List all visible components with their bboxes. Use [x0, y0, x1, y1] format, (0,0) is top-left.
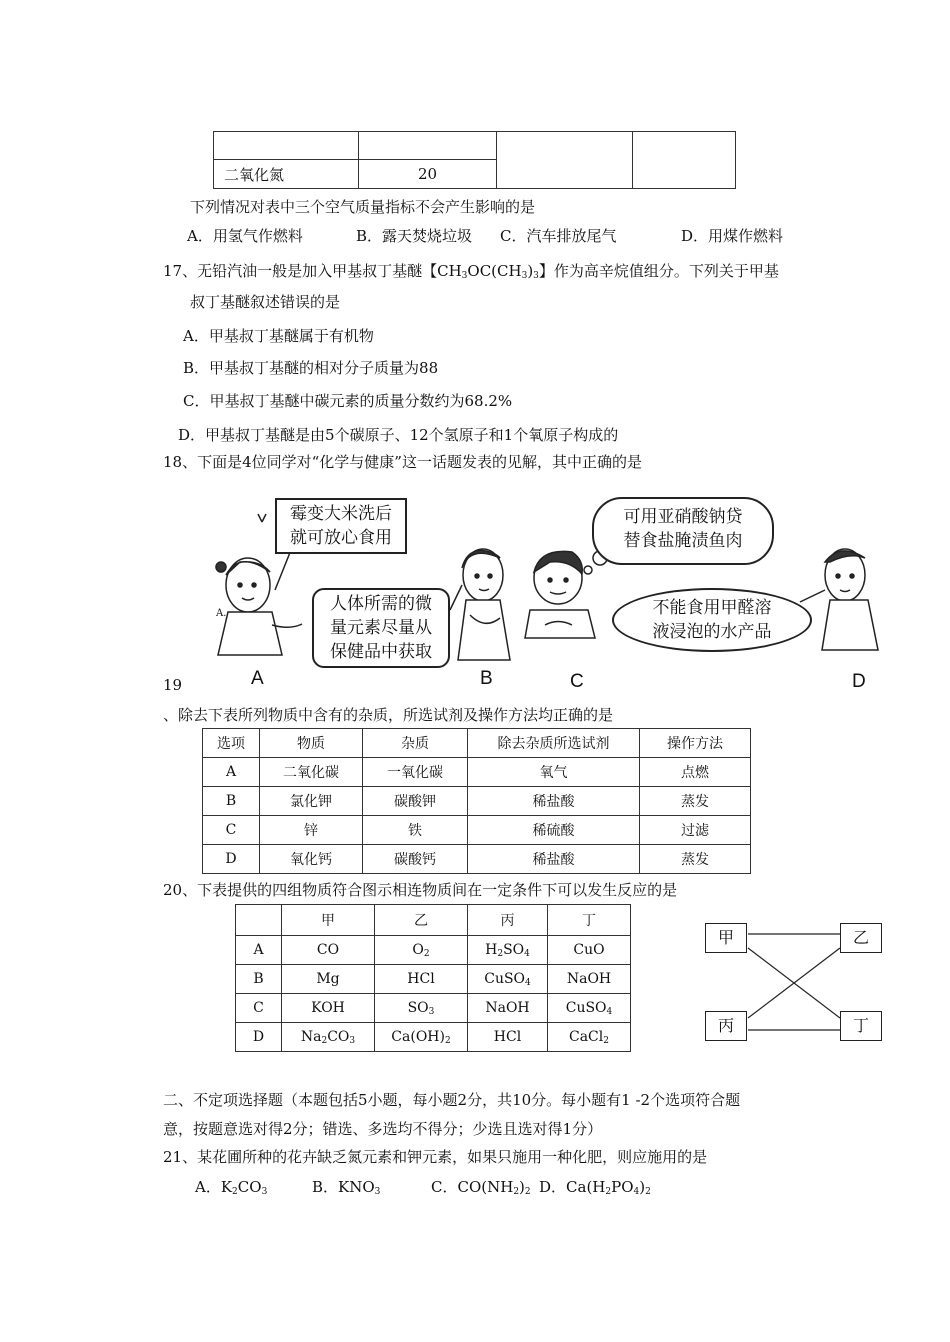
table-row: C 锌 铁 稀硫酸 过滤: [203, 816, 751, 845]
top-table-label: 二氧化氮: [214, 160, 359, 189]
q17-option-c: C．甲基叔丁基醚中碳元素的质量分数约为68.2%: [183, 392, 513, 410]
q21-option-c: C．$CO(NH_2)_2$: [431, 1178, 531, 1197]
q19-number: 19: [163, 676, 183, 694]
diagram-bing: 丙: [705, 1011, 747, 1041]
label-a: A: [251, 668, 264, 689]
q16-option-a: A．用氢气作燃料: [187, 227, 303, 245]
top-table-value: 20: [359, 160, 497, 189]
bubble-b: 人体所需的微 量元素尽量从 保健品中获取: [312, 588, 450, 668]
section2-line1: 二、不定项选择题（本题包括5小题，每小题2分，共10分。每小题有1 -2个选项符合题: [163, 1091, 741, 1109]
diagram-ding: 丁: [840, 1011, 882, 1041]
label-b: B: [480, 668, 493, 689]
q16-stem: 下列情况对表中三个空气质量指标不会产生影响的是: [190, 198, 536, 216]
top-table: [213, 131, 736, 189]
q21-option-b: B．$KNO_3$: [312, 1178, 381, 1197]
student-c-figure: [525, 551, 595, 638]
q21-option-a: A．$K_2CO_3$: [195, 1178, 268, 1197]
q17-option-d: D．甲基叔丁基醚是由5个碳原子、12个氢原子和1个氧原子构成的: [178, 426, 619, 444]
table-row: A CO $O_2$ $H_2SO_4$ CuO: [236, 936, 631, 965]
bubble-c: 可用亚硝酸钠贷 替食盐腌渍鱼肉: [592, 497, 774, 565]
small-a-label: A.: [216, 608, 227, 619]
q20-table: 甲 乙 丙 丁 A CO $O_2$ $H_2SO_4$ CuO B Mg HCl CuSO$_4$ NaOH C KOH $SO_3$ NaOH CuSO$_4$ D $Na_2CO_3$ $Ca(OH)_2$ HCl CaCl$_2$: [235, 904, 631, 1052]
label-d: D: [852, 671, 866, 692]
q19-stem: 、除去下表所列物质中含有的杂质，所选试剂及操作方法均正确的是: [163, 706, 614, 724]
q21-stem: 21、某花圃所种的花卉缺乏氮元素和钾元素，如果只施用一种化肥，则应施用的是: [163, 1148, 708, 1166]
q19-table: 选项 物质 杂质 除去杂质所选试剂 操作方法 A 二氧化碳 一氧化碳 氧气 点燃 B 氯化钾 碳酸钾 稀盐酸 蒸发 C 锌 铁 稀硫酸 过滤 D 氧化钙 碳酸钙 稀盐酸 蒸发: [202, 728, 751, 874]
table-row: A 二氧化碳 一氧化碳 氧气 点燃: [203, 758, 751, 787]
bubble-d: 不能食用甲醛溶 液浸泡的水产品: [612, 588, 812, 652]
table-row: D $Na_2CO_3$ $Ca(OH)_2$ HCl CaCl$_2$: [236, 1023, 631, 1052]
q17-option-a: A．甲基叔丁基醚属于有机物: [183, 327, 374, 345]
bubble-a: 霉变大米洗后 就可放心食用: [275, 498, 407, 554]
q17-stem-line2: 叔丁基醚叙述错误的是: [190, 293, 341, 311]
q16-option-b: B．露天焚烧垃圾: [356, 227, 473, 245]
q21-option-d: D．$Ca(H_2PO_4)_2$: [539, 1178, 651, 1197]
diagram-yi: 乙: [840, 923, 882, 953]
table-row: B Mg HCl CuSO$_4$ NaOH: [236, 965, 631, 994]
label-c: C: [570, 671, 584, 692]
q16-option-c: C．汽车排放尾气: [500, 227, 617, 245]
q20-stem: 20、下表提供的四组物质符合图示相连物质间在一定条件下可以发生反应的是: [163, 881, 678, 899]
table-row: B 氯化钾 碳酸钾 稀盐酸 蒸发: [203, 787, 751, 816]
section2-line2: 意，按题意选对得2分；错选、多选均不得分；少选且选对得1分）: [163, 1120, 603, 1138]
q18-stem: 18、下面是4位同学对“化学与健康”这一话题发表的见解，其中正确的是: [163, 453, 642, 471]
q17-option-b: B．甲基叔丁基醚的相对分子质量为88: [183, 359, 439, 377]
table-row: D 氧化钙 碳酸钙 稀盐酸 蒸发: [203, 845, 751, 874]
student-d-figure: [822, 549, 878, 650]
q16-option-d: D．用煤作燃料: [681, 227, 784, 245]
student-b-figure: [458, 549, 510, 660]
diagram-jia: 甲: [705, 923, 747, 953]
table-row: C KOH $SO_3$ NaOH CuSO$_4$: [236, 994, 631, 1023]
q17-stem-line1: 17、无铅汽油一般是加入甲基叔丁基醚【$CH_3OC(CH_3)_3$】作为高辛烷值组分。下列关于甲基: [163, 262, 779, 281]
